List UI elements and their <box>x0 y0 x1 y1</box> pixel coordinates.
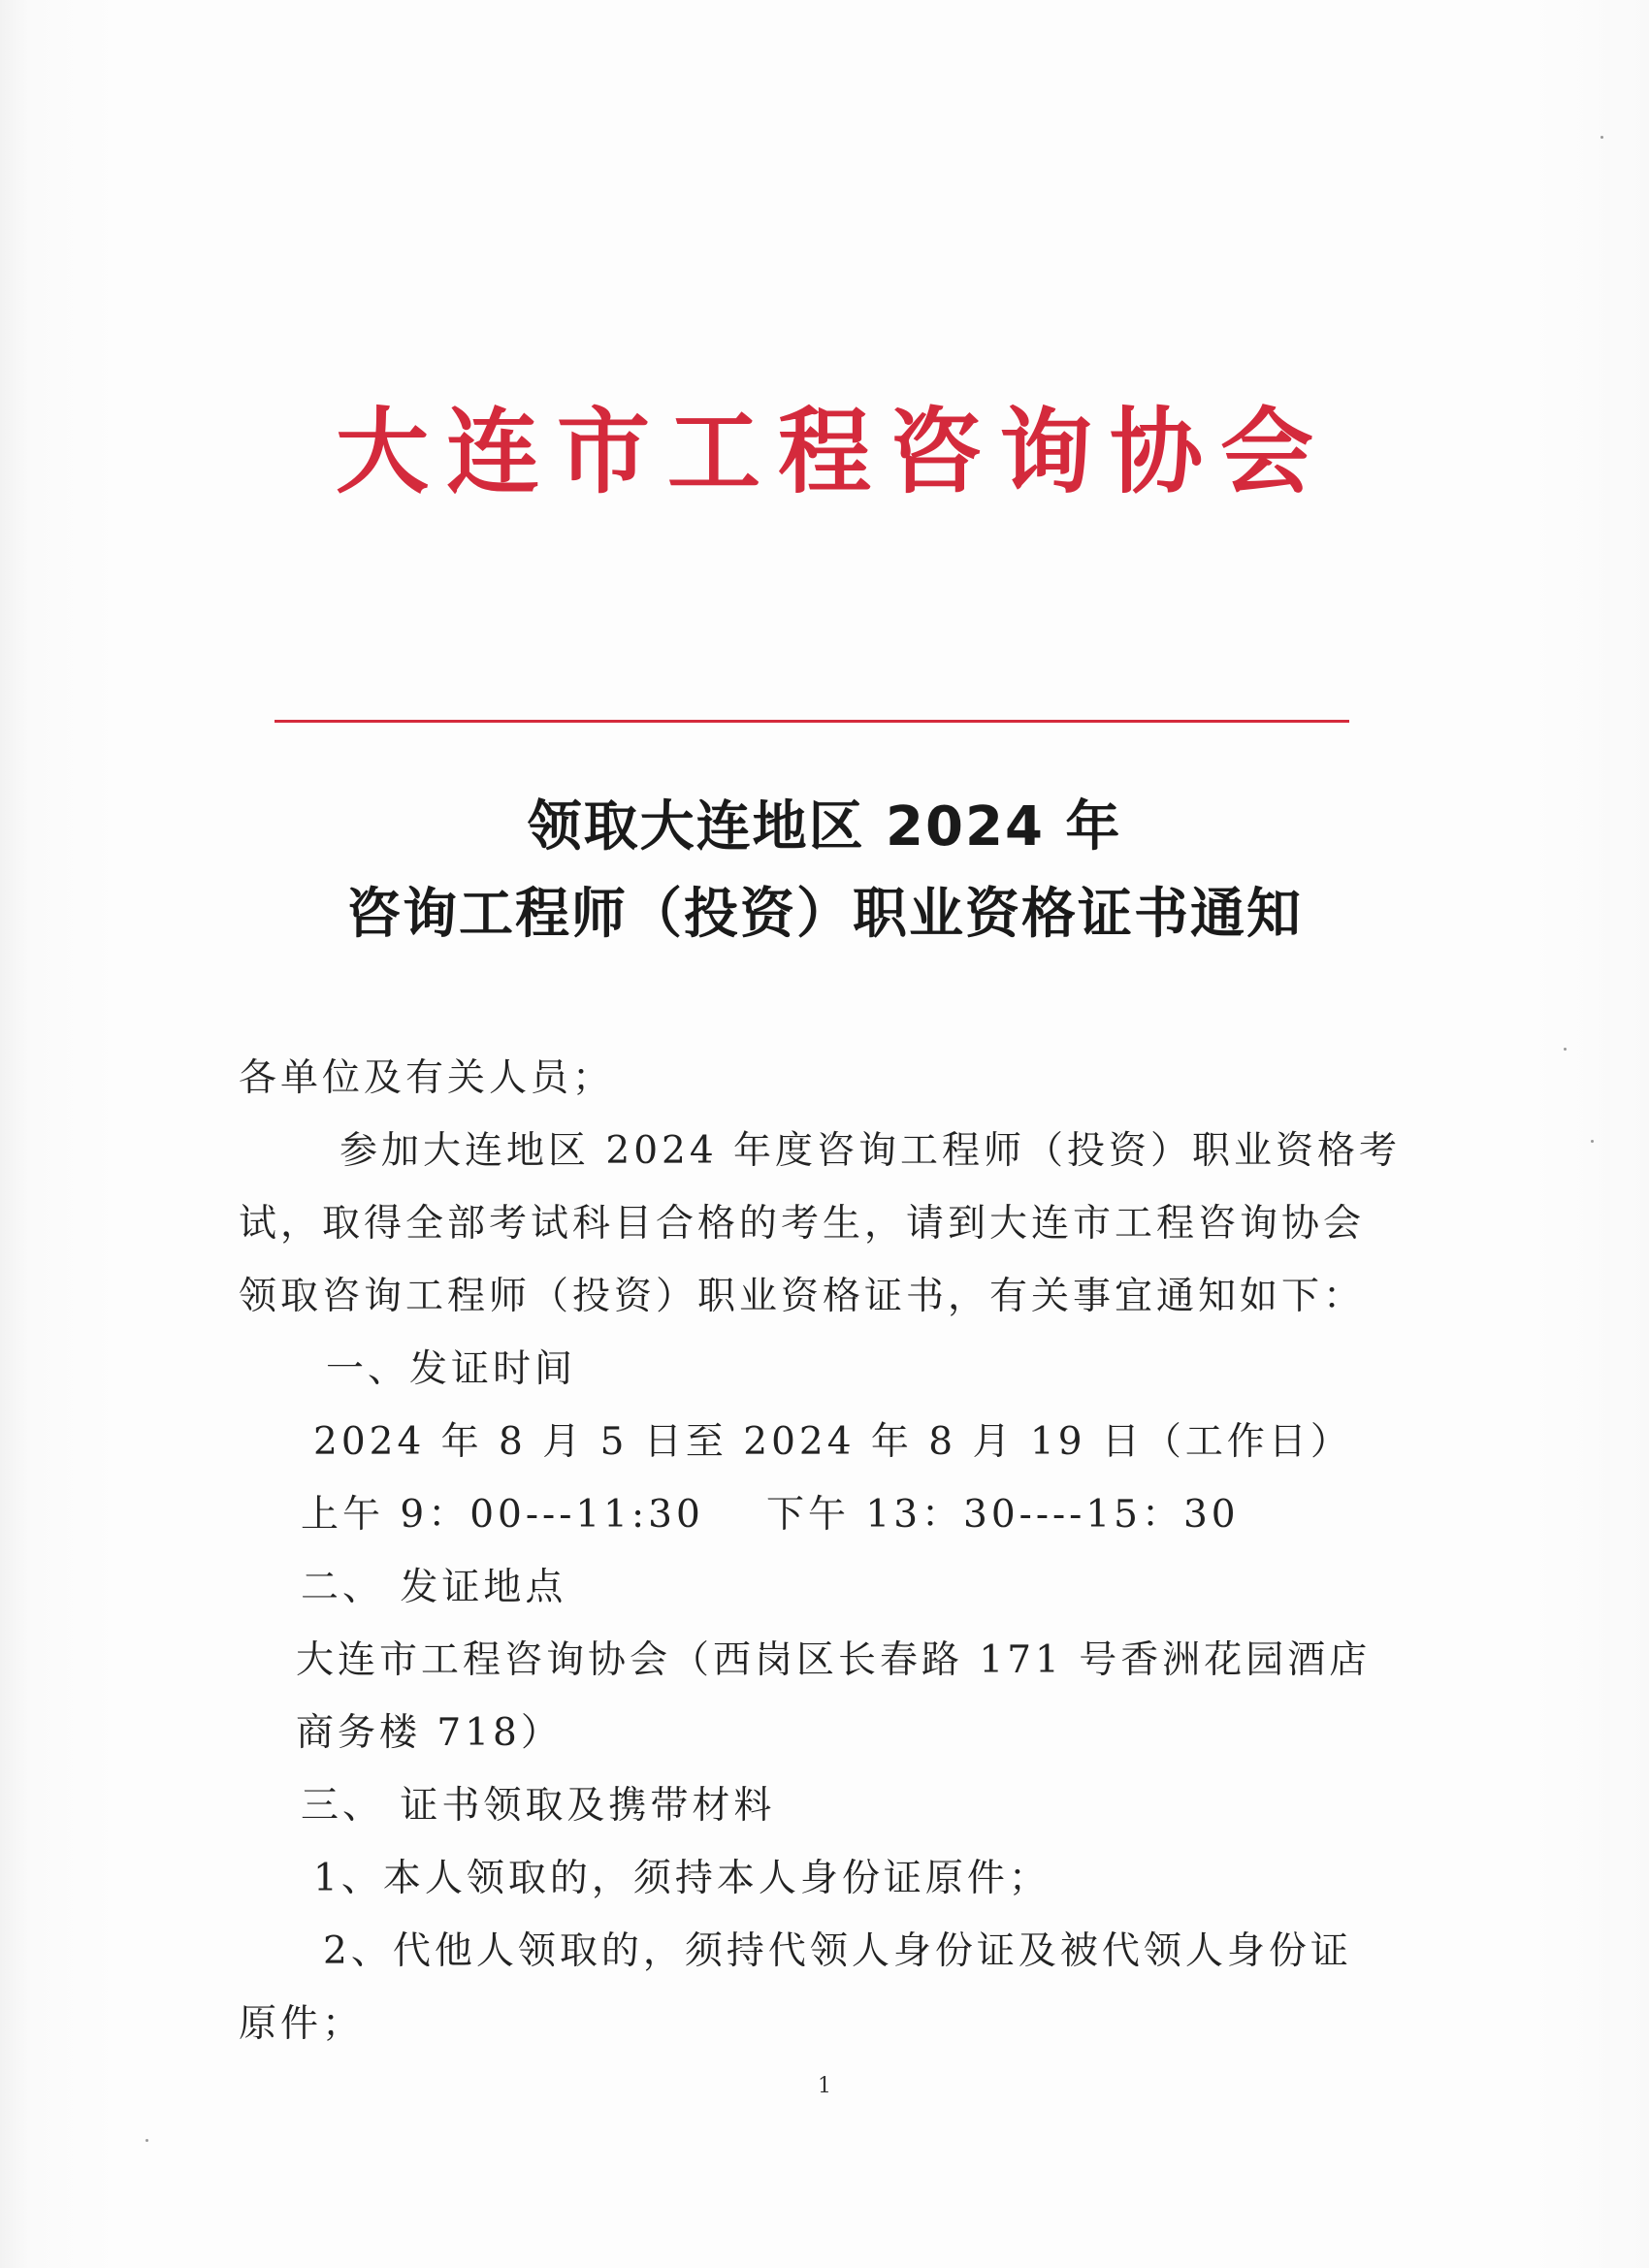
intro-line-2: 试，取得全部考试科目合格的考生，请到大连市工程咨询协会 <box>239 1202 1366 1246</box>
scan-speck <box>1564 1048 1567 1051</box>
section-1-heading: 一、发证时间 <box>326 1347 577 1391</box>
notice-title-line-2: 咨询工程师（投资）职业资格证书通知 <box>346 883 1303 946</box>
letterhead-divider <box>275 720 1349 723</box>
section-1-morning-hours: 上午 9：00---11:30 <box>301 1493 704 1537</box>
notice-title-line-1: 领取大连地区 2024 年 <box>527 795 1122 859</box>
section-3-item-2-line-2: 原件； <box>239 2002 365 2046</box>
section-2-address-line-2: 商务楼 718） <box>296 1711 563 1755</box>
scan-speck <box>146 2139 148 2142</box>
section-3-item-1: 1、本人领取的，须持本人身份证原件； <box>313 1857 1051 1900</box>
organization-letterhead: 大连市工程咨询协会 <box>336 398 1331 506</box>
scan-speck <box>1600 136 1603 139</box>
intro-line-1: 参加大连地区 2024 年度咨询工程师（投资）职业资格考 <box>340 1129 1402 1173</box>
scan-speck <box>1591 1140 1594 1143</box>
section-3-item-2-line-1: 2、代他人领取的，须持代领人身份证及被代领人身份证 <box>323 1929 1352 1973</box>
page-number: 1 <box>818 2074 831 2098</box>
intro-line-3: 领取咨询工程师（投资）职业资格证书，有关事宜通知如下： <box>239 1275 1366 1318</box>
section-2-address-line-1: 大连市工程咨询协会（西岗区长春路 171 号香洲花园酒店 <box>296 1638 1372 1682</box>
section-2-heading: 二、 发证地点 <box>301 1566 567 1609</box>
section-1-dates: 2024 年 8 月 5 日至 2024 年 8 月 19 日（工作日） <box>313 1420 1352 1464</box>
section-1-afternoon-hours: 下午 13：30----15：30 <box>766 1493 1240 1537</box>
section-3-heading: 三、 证书领取及携带材料 <box>301 1784 776 1828</box>
salutation: 各单位及有关人员； <box>239 1056 615 1100</box>
